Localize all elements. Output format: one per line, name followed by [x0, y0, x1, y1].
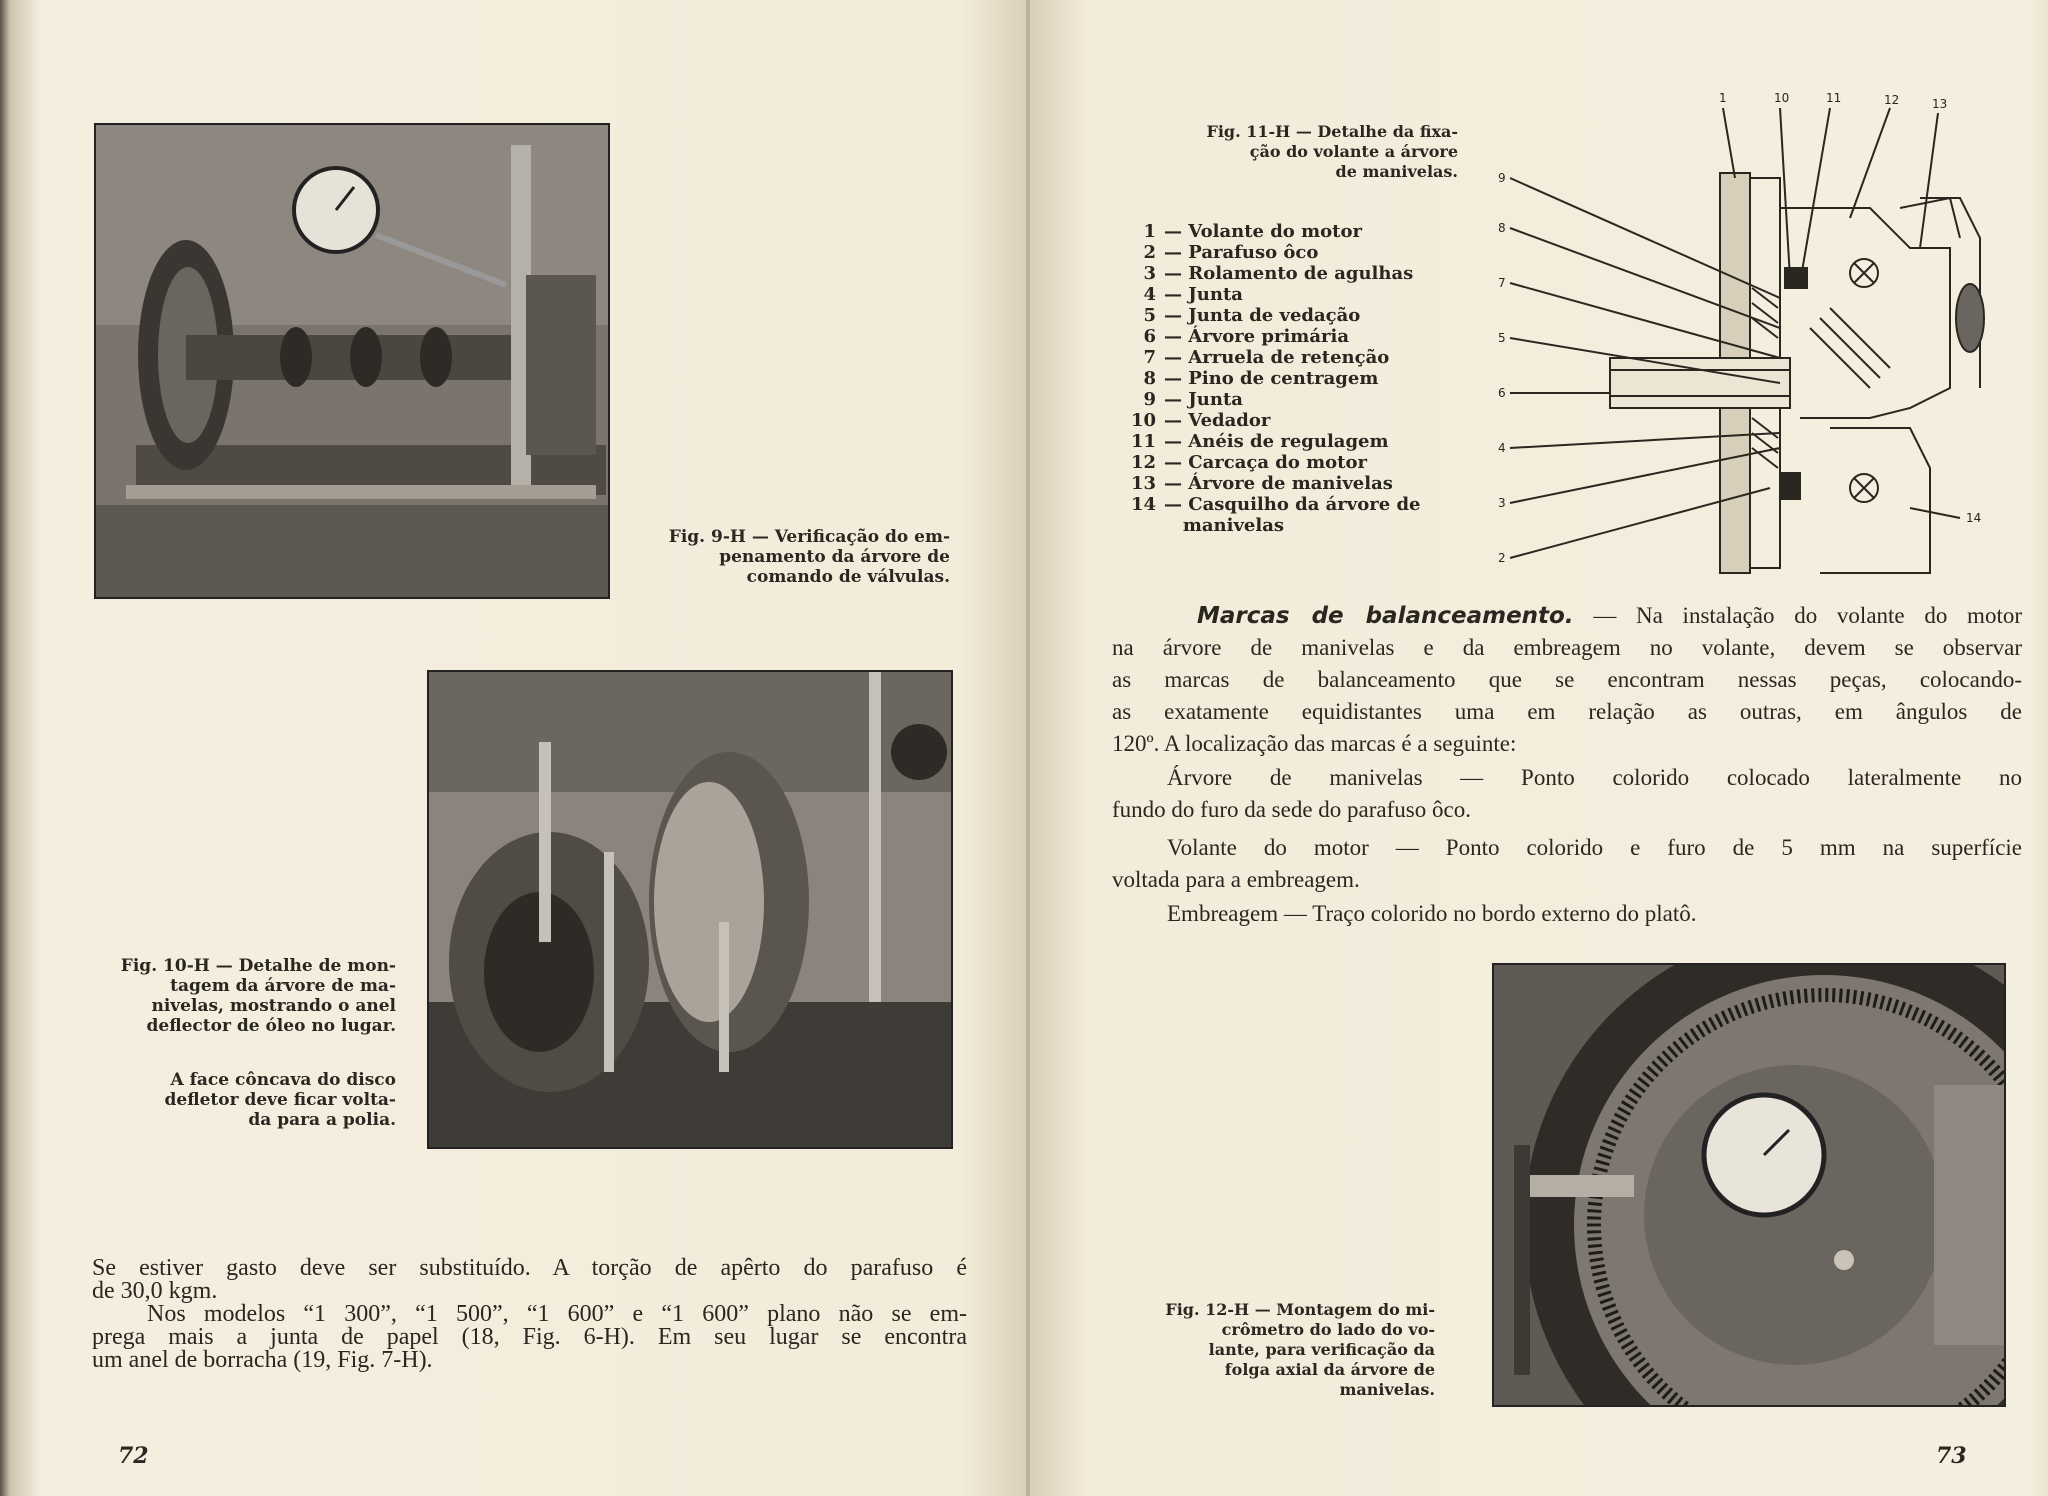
text-line: Árvore de manivelas — Ponto colorido colocado lateralmente no — [1167, 765, 2022, 790]
left-body-text — [92, 1257, 967, 1372]
caption-line: manivelas. — [1339, 1380, 1435, 1399]
caption-line: nivelas, mostrando o anel — [151, 996, 396, 1016]
caption-line: tagem da árvore de ma- — [170, 976, 396, 996]
diagram-label: 6 — [1498, 386, 1506, 400]
note-line: A face côncava do disco — [170, 1070, 396, 1090]
legend-item: 10 — Vedador — [1130, 410, 1271, 431]
fig12-photo — [1492, 963, 2006, 1407]
text-line: Volante do motor — Ponto colorido e furo de 5 mm na superfície — [1167, 835, 2022, 860]
text-line: as exatamente equidistantes uma em relação as outras, em ângulos de — [1112, 699, 2022, 724]
diagram-label: 14 — [1966, 511, 1982, 525]
legend-item: 7 — Arruela de retenção — [1143, 347, 1390, 368]
legend-item: 8 — Pino de centragem — [1143, 368, 1379, 389]
legend-item: 9 — Junta — [1143, 389, 1243, 410]
text-line: prega mais a junta de papel (18, Fig. 6-H). Em seu lugar se encontra — [92, 1324, 967, 1350]
page-number-right: 73 — [1936, 1443, 1967, 1469]
caption-line: comando de válvulas. — [746, 567, 950, 587]
caption-line: lante, para verificação da — [1208, 1340, 1435, 1359]
diagram-label: 13 — [1932, 97, 1948, 111]
legend-item: 1 — Volante do motor — [1143, 221, 1362, 242]
text-line: Embreagem — Traço colorido no bordo externo do platô. — [1167, 901, 1697, 926]
caption-line: folga axial da árvore de — [1224, 1360, 1435, 1379]
note-line: defletor deve ficar volta- — [164, 1090, 396, 1110]
flywheel-marks-paragraph — [1112, 832, 2022, 896]
legend-item: 4 — Junta — [1143, 284, 1243, 305]
fig9-caption — [630, 527, 950, 587]
legend-item: 3 — Rolamento de agulhas — [1143, 263, 1414, 284]
text-line: 120º. A localização das marcas é a seguinte: — [1112, 731, 1517, 756]
balance-marks-paragraph — [1112, 600, 2022, 760]
diagram-label: 1 — [1719, 91, 1727, 105]
diagram-label: 8 — [1498, 221, 1506, 235]
diagram-label: 9 — [1498, 171, 1506, 185]
legend-item: manivelas — [1182, 515, 1284, 536]
section-heading: Marcas de balanceamento. — [1197, 603, 1574, 629]
diagram-label: 5 — [1498, 331, 1506, 345]
legend-item: 14 — Casquilho da árvore de — [1130, 494, 1421, 515]
caption-line: Fig. 10-H — Detalhe de mon- — [120, 956, 396, 976]
text-line: as marcas de balanceamento que se encontram nessas peças, colocando- — [1112, 667, 2022, 692]
camshaft-dial-gauge-image — [96, 125, 608, 597]
caption-line: deflector de óleo no lugar. — [146, 1016, 396, 1036]
fig10-caption — [70, 956, 396, 1036]
caption-line: crômetro do lado do vo- — [1221, 1320, 1435, 1339]
right-page — [1030, 0, 2048, 1496]
diagram-label: 7 — [1498, 276, 1506, 290]
diagram-label: 4 — [1498, 441, 1506, 455]
text-line: um anel de borracha (19, Fig. 7-H). — [92, 1347, 433, 1373]
legend-item: 11 — Anéis de regulagem — [1130, 431, 1389, 452]
fig10-photo — [427, 670, 953, 1149]
fig10-note — [70, 1070, 396, 1130]
clutch-marks-paragraph — [1112, 898, 2022, 930]
text-line: voltada para a embreagem. — [1112, 867, 1360, 892]
legend-item: 13 — Árvore de manivelas — [1130, 473, 1393, 494]
flywheel-crankshaft-section-drawing — [1490, 88, 1990, 578]
text-line: na árvore de manivelas e da embreagem no volante, devem se observar — [1112, 635, 2022, 660]
legend-item: 5 — Junta de vedação — [1143, 305, 1361, 326]
page-number-left: 72 — [118, 1443, 149, 1469]
legend-item: 2 — Parafuso ôco — [1143, 242, 1319, 263]
caption-line: penamento da árvore de — [719, 547, 950, 567]
fig9-photo — [94, 123, 610, 599]
fig12-caption — [1090, 1300, 1435, 1400]
text-line: Nos modelos “1 300”, “1 500”, “1 600” e “1 600” plano não se em- — [147, 1301, 967, 1327]
caption-line: de manivelas. — [1335, 162, 1458, 181]
diagram-label: 11 — [1826, 91, 1842, 105]
text-line: fundo do furo da sede do parafuso ôco. — [1112, 797, 1471, 822]
caption-line: Fig. 9-H — Verificação do em- — [668, 527, 950, 547]
text-line: Marcas de balanceamento. — Na instalação do volante do motor — [1197, 603, 2022, 629]
fig11-diagram — [1490, 88, 1990, 578]
note-line: da para a polia. — [248, 1110, 396, 1130]
diagram-label: 3 — [1498, 496, 1506, 510]
text-line: de 30,0 kgm. — [92, 1278, 218, 1304]
legend-item: 12 — Carcaça do motor — [1130, 452, 1367, 473]
legend-item: 6 — Árvore primária — [1143, 326, 1349, 347]
caption-line: Fig. 11-H — Detalhe da fixa- — [1206, 122, 1458, 141]
text-line: Se estiver gasto deve ser substituído. A torção de apêrto do parafuso é — [92, 1255, 967, 1281]
diagram-label: 12 — [1884, 93, 1900, 107]
fig11-caption — [1128, 122, 1458, 182]
crankshaft-marks-paragraph — [1112, 762, 2022, 826]
diagram-label: 2 — [1498, 551, 1506, 565]
fig11-legend — [1120, 221, 1420, 536]
diagram-label: 10 — [1774, 91, 1790, 105]
micrometer-flywheel-image — [1494, 965, 2004, 1405]
caption-line: ção do volante a árvore — [1249, 142, 1458, 161]
caption-line: Fig. 12-H — Montagem do mi- — [1165, 1300, 1435, 1319]
crankshaft-deflector-image — [429, 672, 951, 1147]
